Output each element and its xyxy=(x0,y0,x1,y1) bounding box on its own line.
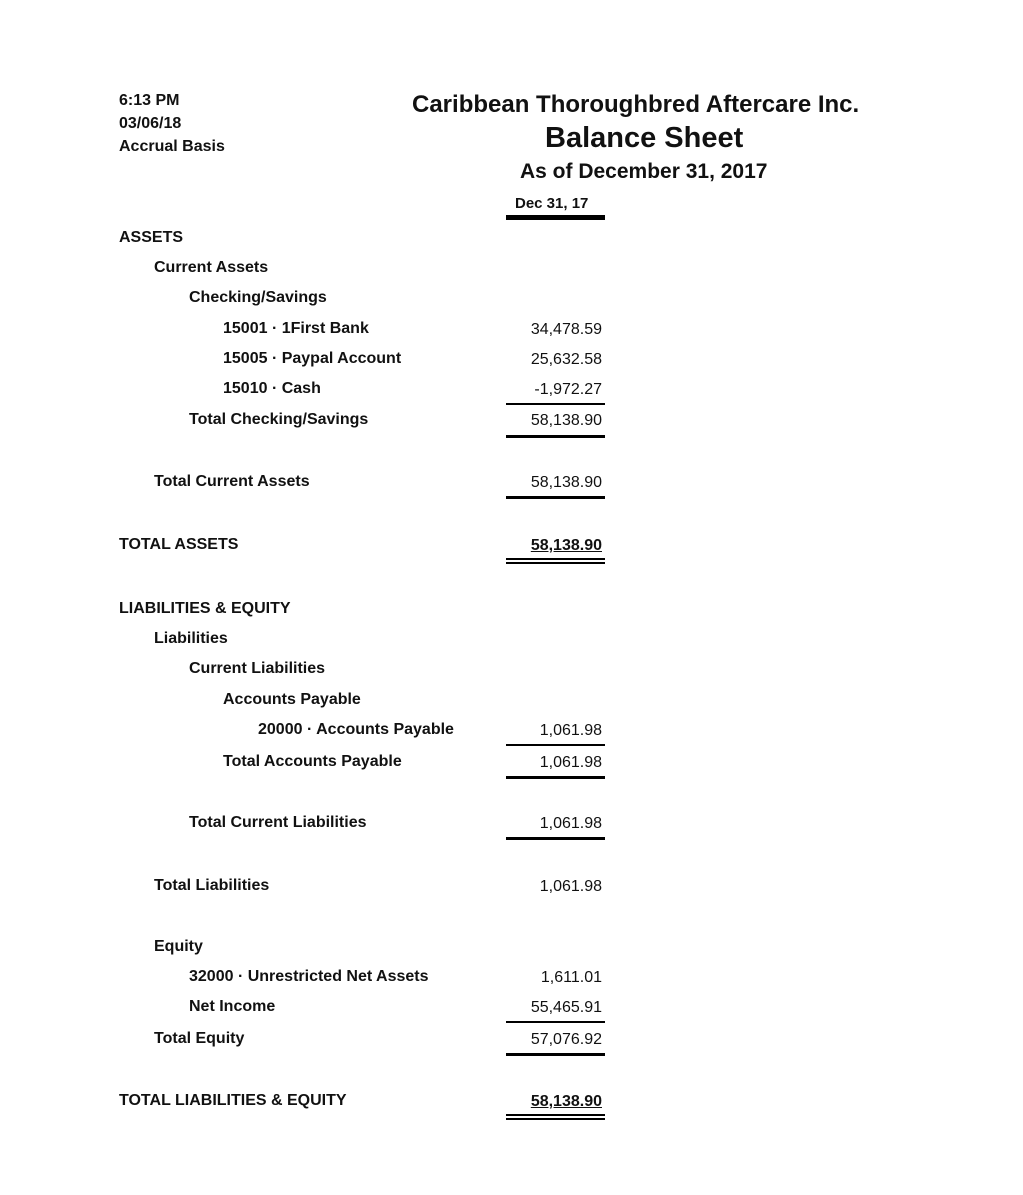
subtotal-rule xyxy=(506,744,605,746)
total-row xyxy=(0,1030,1023,1050)
section-row xyxy=(0,600,1023,620)
double-rule-bottom xyxy=(506,562,605,564)
row-label: Current Liabilities xyxy=(189,660,326,677)
account-row xyxy=(0,350,1023,370)
column-header: Dec 31, 17 xyxy=(515,195,589,212)
account-row xyxy=(0,721,1023,741)
section-row xyxy=(0,229,1023,249)
row-amount: 1,611.01 xyxy=(540,969,602,986)
report-title: Balance Sheet xyxy=(545,122,744,154)
row-label: Total Accounts Payable xyxy=(223,753,402,770)
row-amount: 58,138.90 xyxy=(530,537,602,554)
group-row xyxy=(0,630,1023,650)
row-label: Current Assets xyxy=(154,259,269,276)
report-as-of: As of December 31, 2017 xyxy=(520,160,768,183)
subtotal-rule xyxy=(506,1021,605,1023)
row-amount: -1,972.27 xyxy=(534,381,602,398)
row-label: Total Current Assets xyxy=(154,473,310,490)
row-label: 15005 · Paypal Account xyxy=(223,350,402,367)
row-label: 32000 · Unrestricted Net Assets xyxy=(189,968,429,985)
company-name: Caribbean Thoroughbred Aftercare Inc. xyxy=(412,91,860,118)
double-rule-bottom xyxy=(506,1118,605,1120)
row-label: LIABILITIES & EQUITY xyxy=(119,600,291,617)
row-label: ASSETS xyxy=(119,229,184,246)
total-rule xyxy=(506,496,605,499)
row-label: Net Income xyxy=(189,998,276,1015)
grand-total-row xyxy=(0,536,1023,556)
double-rule-top xyxy=(506,558,605,560)
row-amount: 1,061.98 xyxy=(539,722,602,739)
row-label: Accounts Payable xyxy=(223,691,361,708)
row-label: TOTAL ASSETS xyxy=(119,536,239,553)
group-row xyxy=(0,259,1023,279)
group-row xyxy=(0,289,1023,309)
row-amount: 1,061.98 xyxy=(539,754,602,771)
row-label: Total Liabilities xyxy=(154,877,270,894)
report-date: 03/06/18 xyxy=(119,115,182,132)
double-rule-top xyxy=(506,1114,605,1116)
row-label: Total Checking/Savings xyxy=(189,411,369,428)
total-rule xyxy=(506,837,605,840)
row-label: Total Current Liabilities xyxy=(189,814,367,831)
row-amount: 58,138.90 xyxy=(530,1093,602,1110)
column-header-rule xyxy=(506,215,605,220)
row-amount: 1,061.98 xyxy=(539,815,602,832)
total-rule xyxy=(506,435,605,438)
row-label: Total Equity xyxy=(154,1030,245,1047)
grand-total-row xyxy=(0,1092,1023,1112)
row-amount: 55,465.91 xyxy=(530,999,602,1016)
group-row xyxy=(0,938,1023,958)
total-row xyxy=(0,877,1023,897)
total-row xyxy=(0,473,1023,493)
row-amount: 1,061.98 xyxy=(539,878,602,895)
account-row xyxy=(0,968,1023,988)
total-row xyxy=(0,753,1023,773)
group-row xyxy=(0,691,1023,711)
row-label: 15010 · Cash xyxy=(223,380,321,397)
row-amount: 57,076.92 xyxy=(530,1031,602,1048)
row-label: 20000 · Accounts Payable xyxy=(258,721,454,738)
row-label: Equity xyxy=(154,938,203,955)
report-time: 6:13 PM xyxy=(119,92,180,109)
total-row xyxy=(0,411,1023,431)
total-rule xyxy=(506,1053,605,1056)
group-row xyxy=(0,660,1023,680)
row-label: Checking/Savings xyxy=(189,289,327,306)
row-amount: 58,138.90 xyxy=(530,412,602,429)
account-row xyxy=(0,380,1023,400)
row-amount: 25,632.58 xyxy=(530,351,602,368)
account-row xyxy=(0,320,1023,340)
subtotal-rule xyxy=(506,403,605,405)
row-label: TOTAL LIABILITIES & EQUITY xyxy=(119,1092,347,1109)
account-row xyxy=(0,998,1023,1018)
row-amount: 58,138.90 xyxy=(530,474,602,491)
row-label: Liabilities xyxy=(154,630,228,647)
row-label: 15001 · 1First Bank xyxy=(223,320,369,337)
report-basis: Accrual Basis xyxy=(119,138,225,155)
total-rule xyxy=(506,776,605,779)
total-row xyxy=(0,814,1023,834)
row-amount: 34,478.59 xyxy=(530,321,602,338)
